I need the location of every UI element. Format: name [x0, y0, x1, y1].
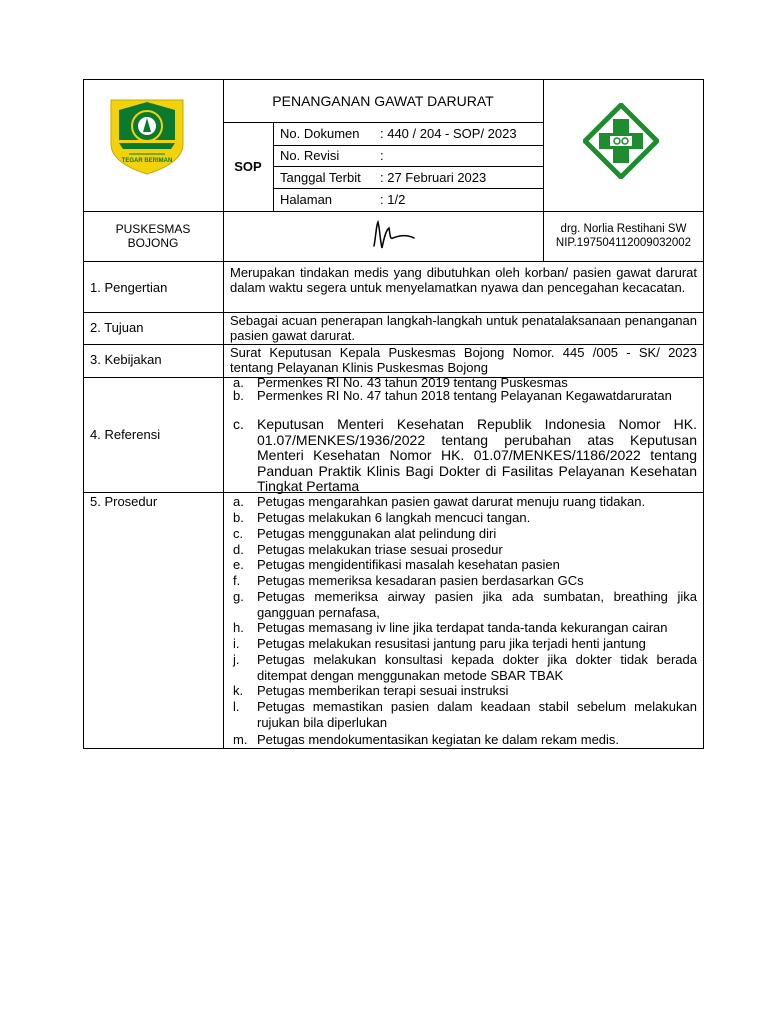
list-marker: i.: [233, 636, 240, 651]
list-text: Petugas melakukan konsultasi kepada dokter jika dokter tidak berada ditempat dengan menggunakan metode SBAR TBAK: [257, 652, 697, 683]
list-marker: l.: [233, 699, 240, 714]
list-marker: k.: [233, 683, 244, 698]
sop-document: [83, 79, 704, 749]
section-label-prosedur: 5. Prosedur: [90, 494, 158, 509]
meta-label-tanggal-terbit: Tanggal Terbit: [280, 170, 361, 185]
list-marker: e.: [233, 557, 244, 572]
list-text: Petugas memastikan pasien dalam keadaan stabil sebelum melakukan rujukan bila diperlukan: [257, 699, 697, 730]
section-text-kebijakan: Surat Keputusan Kepala Puskesmas Bojong Nomor. 445 /005 - SK/ 2023 tentang Pelayanan Klinis Puskesmas Bojong: [230, 345, 697, 375]
signer-nip: NIP.197504112009032002: [555, 237, 692, 249]
list-text: Petugas melakukan resusitasi jantung paru jika terjadi henti jantung: [257, 636, 646, 651]
signer-name: drg. Norlia Restihani SW: [560, 223, 687, 235]
meta-value-halaman: : 1/2: [380, 192, 406, 207]
meta-row-line-1: [273, 145, 543, 146]
list-text: Petugas melakukan triase sesuai prosedur: [257, 542, 503, 557]
puskesmas-logo: [583, 103, 659, 179]
list-text: Permenkes RI No. 43 tahun 2019 tentang Puskesmas: [257, 375, 568, 390]
list-marker: a.: [233, 494, 244, 509]
list-text: Petugas mengidentifikasi masalah kesehatan pasien: [257, 557, 560, 572]
list-marker: h.: [233, 620, 244, 635]
section-label-referensi: 4. Referensi: [90, 427, 161, 442]
list-marker: g.: [233, 589, 244, 604]
meta-label-halaman: Halaman: [280, 192, 333, 207]
institution-line2: BOJONG: [127, 236, 179, 250]
list-marker: b.: [233, 388, 244, 403]
section-text-pengertian: Merupakan tindakan medis yang dibutuhkan oleh korban/ pasien gawat darurat dalam waktu segera untuk menyelamatkan nyawa dan pencegahan kecacatan.: [230, 265, 697, 295]
section-label-tujuan: 2. Tujuan: [90, 320, 144, 335]
list-text: Permenkes RI No. 47 tahun 2018 tentang Pelayanan Kegawatdaruratan: [257, 388, 672, 403]
list-marker: j.: [233, 652, 240, 667]
meta-label-no-revisi: No. Revisi: [280, 148, 340, 163]
list-marker: f.: [233, 573, 241, 588]
list-marker: a.: [233, 375, 244, 390]
list-text: Petugas memasang iv line jika terdapat tanda-tanda kekurangan cairan: [257, 620, 668, 635]
institution-line1: PUSKESMAS: [115, 222, 191, 236]
list-text: Petugas mendokumentasikan kegiatan ke dalam rekam medis.: [257, 732, 620, 747]
list-text: Keputusan Menteri Kesehatan Republik Indonesia Nomor HK. 01.07/MENKES/1936/2022 tentang perubahan atas Keputusan Menteri Kesehatan Nomor HK. 01.07/MENKES/1186/2022 tentang Panduan Praktik Klinis Bagi Dokter di Fasilitas Pelayanan Kesehatan Tingkat Pertama: [257, 416, 697, 494]
section-label-pengertian: 1. Pengertian: [90, 280, 168, 295]
signature: [368, 216, 418, 256]
list-marker: d.: [233, 542, 244, 557]
list-marker: c.: [233, 526, 244, 541]
page-title: PENANGANAN GAWAT DARURAT: [272, 93, 494, 109]
meta-row-line-2: [273, 166, 543, 167]
meta-row-line-3: [273, 188, 543, 189]
list-marker: b.: [233, 510, 244, 525]
regency-logo: [105, 96, 189, 176]
meta-value-no-dokumen: : 440 / 204 - SOP/ 2023: [380, 126, 517, 141]
list-text: Petugas menggunakan alat pelindung diri: [257, 526, 497, 541]
list-text: Petugas mengarahkan pasien gawat darurat menuju ruang tidakan.: [257, 494, 646, 509]
sop-label: SOP: [234, 159, 262, 174]
meta-label-no-dokumen: No. Dokumen: [280, 126, 360, 141]
sign-bottom-line: [83, 261, 704, 262]
list-marker: m.: [233, 732, 248, 747]
logo-motto: TEGAR BERIMAN: [121, 158, 173, 164]
meta-value-tanggal-terbit: : 27 Februari 2023: [380, 170, 487, 185]
section-text-tujuan: Sebagai acuan penerapan langkah-langkah untuk penatalaksanaan penanganan pasien gawat darurat.: [230, 313, 697, 343]
body-col-divider: [223, 261, 224, 749]
list-marker: c.: [233, 416, 244, 432]
list-text: Petugas memeriksa kesadaran pasien berdasarkan GCs: [257, 573, 584, 588]
header-bottom-line: [83, 211, 704, 212]
list-text: Petugas memeriksa airway pasien jika ada sumbatan, breathing jika gangguan pernafasa,: [257, 589, 697, 620]
section-label-kebijakan: 3. Kebijakan: [90, 352, 162, 367]
meta-value-no-revisi: :: [380, 148, 384, 163]
title-divider: [223, 122, 543, 123]
list-text: Petugas memberikan terapi sesuai instruksi: [257, 683, 509, 698]
list-text: Petugas melakukan 6 langkah mencuci tangan.: [257, 510, 531, 525]
